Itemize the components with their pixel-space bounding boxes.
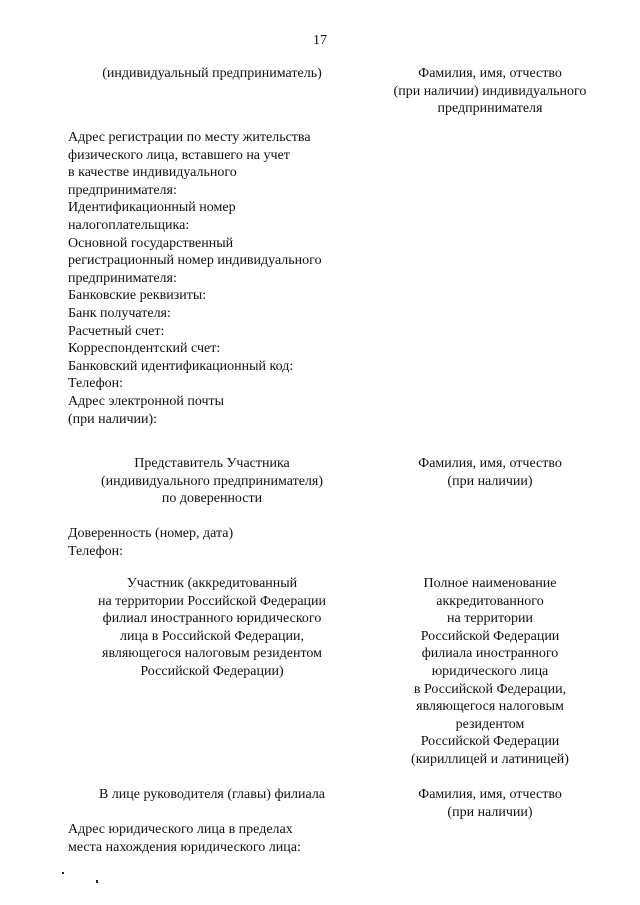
page-number: 17 <box>313 33 327 48</box>
branch-name-caption: Полное наименование аккредитованного на территории Российской Федерации филиала иностранного юридического лица в Российской Федерации, являющегося налоговым резидентом Российской Федерации (кириллицей и латиницей) <box>411 576 569 767</box>
scan-speck <box>96 880 98 883</box>
legal-address-label: Адрес юридического лица в пределах места нахождения юридического лица: <box>68 822 301 855</box>
branch-participant-label: Участник (аккредитованный на территории Российской Федерации филиал иностранного юридического лица в Российской Федерации, являющегося налоговым резидентом Российской Федерации) <box>97 576 327 679</box>
ip-name-caption: Фамилия, имя, отчество (при наличии) индивидуального предпринимателя <box>393 66 587 117</box>
branch-head-label: В лице руководителя (главы) филиала <box>98 787 326 802</box>
representative-label: Представитель Участника (индивидуального предпринимателя) по доверенности <box>100 456 324 507</box>
scan-speck <box>62 872 64 874</box>
branch-head-name-caption: Фамилия, имя, отчество (при наличии) <box>418 787 562 820</box>
representative-details: Доверенность (номер, дата) Телефон: <box>68 526 234 559</box>
ip-details-list: Адрес регистрации по месту жительства физического лица, вставшего на учет в качестве индивидуального предпринимателя: Идентификационный номер налогоплательщика: Основной государственный регистрационный номер индивидуального предпринимателя: Банковские реквизиты: Банк получателя: Расчетный счет: Корреспондентский счет: Банковский идентификационный код: Телефон: Адрес электронной почты (при наличии): <box>68 130 322 427</box>
ip-label: (индивидуальный предприниматель) <box>102 66 322 81</box>
representative-name-caption: Фамилия, имя, отчество (при наличии) <box>418 456 562 489</box>
